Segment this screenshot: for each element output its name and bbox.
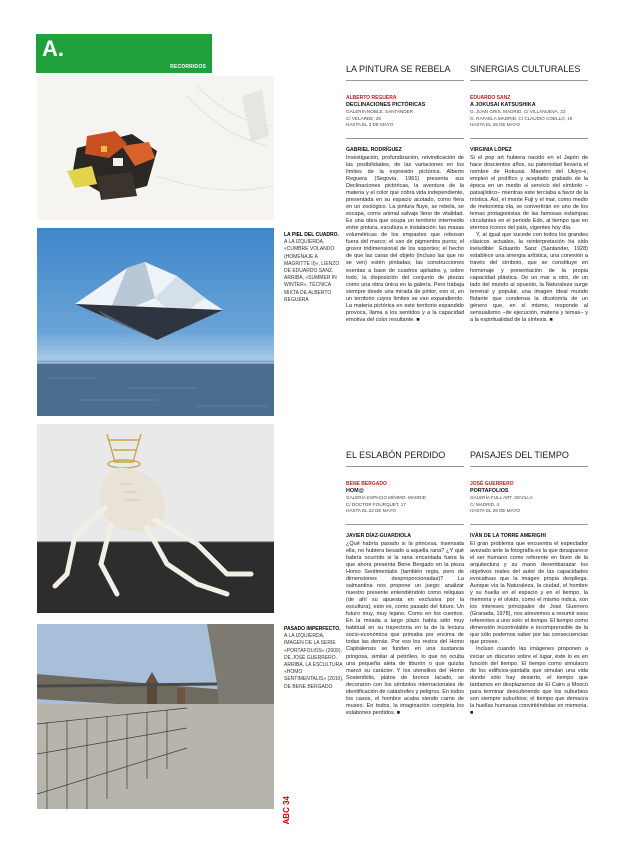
article-artist: BENE BERGADO: [346, 481, 387, 487]
section-letter: A.: [42, 36, 64, 61]
article-info-line: HASTA EL 29 DE MAYO: [470, 508, 520, 514]
section-tag: [36, 34, 212, 73]
article-author: JAVIER DÍAZ-GUARDIOLA: [346, 532, 412, 539]
article-artist: JOSÉ GUERRERO: [470, 481, 514, 487]
photo-portafolios: [37, 624, 274, 809]
article-artist: EDUARDO SANZ: [470, 95, 511, 101]
article-title: SINERGIAS CULTURALES: [470, 64, 588, 81]
article-body: [470, 541, 588, 717]
article-info-line: C/ DOCTOR FOURQUET, 17: [346, 501, 406, 507]
article-work: HOM@: [346, 488, 364, 495]
article-body: [470, 155, 588, 324]
article-author: VIRGINIA LÓPEZ: [470, 146, 512, 153]
paragraph: ¿Qué habría pasado si la princesa, insensata ella, no hubiera besado a aquella rana? ¿Y qué habría ocurrido si la rana encantada fuera la que ahora presenta Bene Bergado en la pieza Homo Sentimentalis (también regia, pero de dimensiones desproporcionadas)? La salmantina nos propone un juego: analizar nuestro presente entendiéndolo como reliquias (de ahí su apuesta en exclusiva por la escultura), esto es, como pasado del futuro. Un futuro muy, muy lejano. Como en los cuentos. En la mirada a largo plazo había sido muy habitual en su trayectoria en la de la lectura socio-económica que primaba por encima de todas las demás. Por eso los restos del Homo Capitalensis se funden en una sustancia pringosa, similar al petróleo, lo que no oculta una pequeña aleta de tiburón o que quizás marcó su carácter. Y los utensilios del Homo Sostenibilis, platos de bronce lacado, se decoraron con los símbolos internacionales de identificación de catástrofes y peligros. En todos los casos, el hombre acaba siendo carne de museo. En todos, la imaginación completa los eslabones perdidos. ■: [346, 540, 464, 716]
article-info-line: GALERÍA NOBLE. SANTANDER: [346, 109, 414, 115]
article-artist: ALBERTO REGUERA: [346, 95, 397, 101]
article-title: PAISAJES DEL TIEMPO: [470, 450, 588, 467]
article-la-pintura-se-rebela: [346, 64, 464, 324]
article-el-eslabon-perdido: [346, 450, 464, 717]
article-info-line: C/ MADRID, 4: [470, 501, 500, 507]
article-author: IVÁN DE LA TORRE AMERIGHI: [470, 532, 546, 539]
paragraph: Y, al igual que sucede con todos los grandes clásicos actuales, la reinterpretación ha sido ineludible: Eduardo Sanz (Santander, 1928) establece una sinergia artística, una conexión a través del símbolo, que se constituye en homenaje y presentación de la propia capacidad plástica. De un mar a otro, de un lado del mundo al opuesto, la Naturaleza surge terrenal y popular, una imagen ideal mundo flotante que condensa la dicotomía de un género que, en sí mismo, responde al sensualismo –de ejecución, materia y temas– y a la espiritualidad de la síntesis. ■: [470, 232, 588, 323]
caption-title: LA PIEL DEL CUADRO.: [284, 232, 339, 238]
article-title: EL ESLABÓN PERDIDO: [346, 450, 464, 467]
article-info-line: C/ VELARDE, 26: [346, 115, 381, 121]
photo-summer-in-winter: [37, 76, 274, 220]
page-folio: [282, 796, 291, 824]
article-info-line: G. RAFAELA MADRID. C/ CLAUDIO COELLO, 19: [470, 115, 573, 121]
article-info-line: GALERÍA ESPACIO MÍNIMO. MADRID: [346, 495, 427, 501]
caption-la-piel-del-cuadro: [284, 232, 344, 304]
article-work: DECLINACIONES PICTÓRICAS: [346, 102, 426, 109]
article-paisajes-del-tiempo: [470, 450, 588, 717]
article-info-line: HASTA EL 29 DE MAYO: [470, 122, 520, 128]
divider: [346, 138, 464, 139]
section-name: RECORRIDOS: [170, 64, 206, 70]
article-work: A JOKUSAI KATSUSHIKA: [470, 102, 536, 109]
article-info-line: HASTA EL 3 DE MAYO: [346, 122, 394, 128]
paragraph: El gran problema que encuentra el espectador avezado ante la fotografía es la que desaparece el ser humano como referente en favor de la arquitectura y su mano desembarazar los objetivos reales del autor de las capacidades evocativas que la imagen propia despliega. Aunque vía la Naturaleza, la ciudad, el hombre y su huella en el espacio y en el tiempo, la memoria y el olvido, como el mismo indica, son los intereses principales de José Guerrero (Granada, 1978), nos atrevemos a resumir esos referentes a uno solo: el tiempo. El tiempo como dimensión incontrolable e incomprensible de la que sólo podemos saber por las consecuencias que provee.: [470, 540, 589, 646]
photo-cumbre-volando: [37, 228, 274, 416]
paragraph: Investigación, profundización, reivindicación de las posibilidades, de las variaciones en los límites de la expresión pictórica. Alberto Reguera (Segovia, 1961) presenta sus Declinaciones pictóricas, la aventura de la materia y el color que cobra vida independiente, presentada en su espacio acotado, como fiera en un zoológico. La pintura fluye, se rebela, se escapa, como animal salvaje lleno de vitalidad. Es una obra que ocupa un territorio intermedio entre pintura, escultura e instalación: las masas volumétricas de los empastes que rebosan fuera del marco; el uso de pigmentos puros; el grosor tridimensional de los soportes; el hecho de que las caras del objeto (incluso las que no se ven) estén pintadas; las construcciones exentas a base de cuadros apilados y, sobre todo, la disposición del conjunto de piezas como una obra única en la galería. Pero trabaja siempre desde una mirada de pintor, eso sí, en un territorio cuyos límites se van expandiendo. La materia pictórica en este territorio expandido provoca, llama a los sentidos y a la capacidad emotiva del color resultante. ■: [346, 154, 464, 323]
caption-text: A LA IZQUIERDA, IMAGEN DE LA SERIE «PORTAFOLIOS» (2009), DE JOSÉ GUERRERO. ARRIBA, LA ESCULTURA «HOMO SENTIMENTALIS» (2010), DE BENE BERGADO: [284, 633, 344, 690]
caption-title: PASADO IMPERFECTO.: [284, 626, 341, 632]
photo-homo-sentimentalis: [37, 424, 274, 613]
caption-pasado-imperfecto: [284, 626, 344, 691]
paragraph: Incluso cuando las imágenes proponen a iniciar un discurso sobre el lugar, éste lo es en función del tiempo. El tiempo como simulacro de los edificios-pantalla que simulan una vida donde sólo hay desierto, el tiempo que tardamos en desplazarnos de El Cairo a Moscú para terminar descubriendo que los suburbios son siempre suburbios; el tiempo que demacra la huellas humanas convirtiéndolas en memoria. ■: [470, 646, 588, 716]
paragraph: Si el pop art hubiera nacido en el Japón de hace doscientos años, su paternidad llevaría el nombre de Hokusai. Maestro del Ukiyo-e, empleó el prolífico y aceptado grabado de la época en un medio al servicio del símbolo –paisajístico– mientras este terciaba a favor de la mística. Así, el monte Fuji y el mar, como medio de metonimia ola, se convertirán en uno de los temas protagonistas de las famosas estampas circulantes en el periodo Edo, al tiempo que en eternos íconos del país, vigentes hoy día.: [470, 154, 588, 232]
brand-name: ABC: [282, 807, 291, 825]
divider: [470, 138, 588, 139]
divider: [346, 524, 464, 525]
article-sinergias-culturales: [470, 64, 588, 324]
article-work: PORTAFOLIOS: [470, 488, 509, 495]
article-body: [346, 155, 464, 324]
city-bridge-illustration: [37, 624, 274, 809]
article-author: GABRIEL RODRÍGUEZ: [346, 146, 402, 153]
divider: [470, 524, 588, 525]
sculpture-illustration: [37, 424, 274, 613]
floating-mountain-illustration: [37, 228, 274, 416]
painting-illustration: [37, 76, 274, 220]
article-body: [346, 541, 464, 717]
article-info-line: G. JUAN GRIS. MADRID. C/ VILLANUEVA, 22: [470, 109, 566, 115]
article-info-line: HASTA EL 22 DE MAYO: [346, 508, 396, 514]
caption-text: A LA IZQUIERDA, «CUMBRE VOLANDO (HOMENAJE A MAGRITTE II)», LIENZO DE EDUARDO SANZ. ARRIBA, «SUMMER IN WINTER», TÉCNICA MIXTA DE ALBERTO REGUERA: [284, 239, 340, 303]
page-number: 34: [282, 796, 291, 805]
article-title: LA PINTURA SE REBELA: [346, 64, 464, 81]
article-info-line: GALERÍA FULL ART. SEVILLA: [470, 495, 533, 501]
